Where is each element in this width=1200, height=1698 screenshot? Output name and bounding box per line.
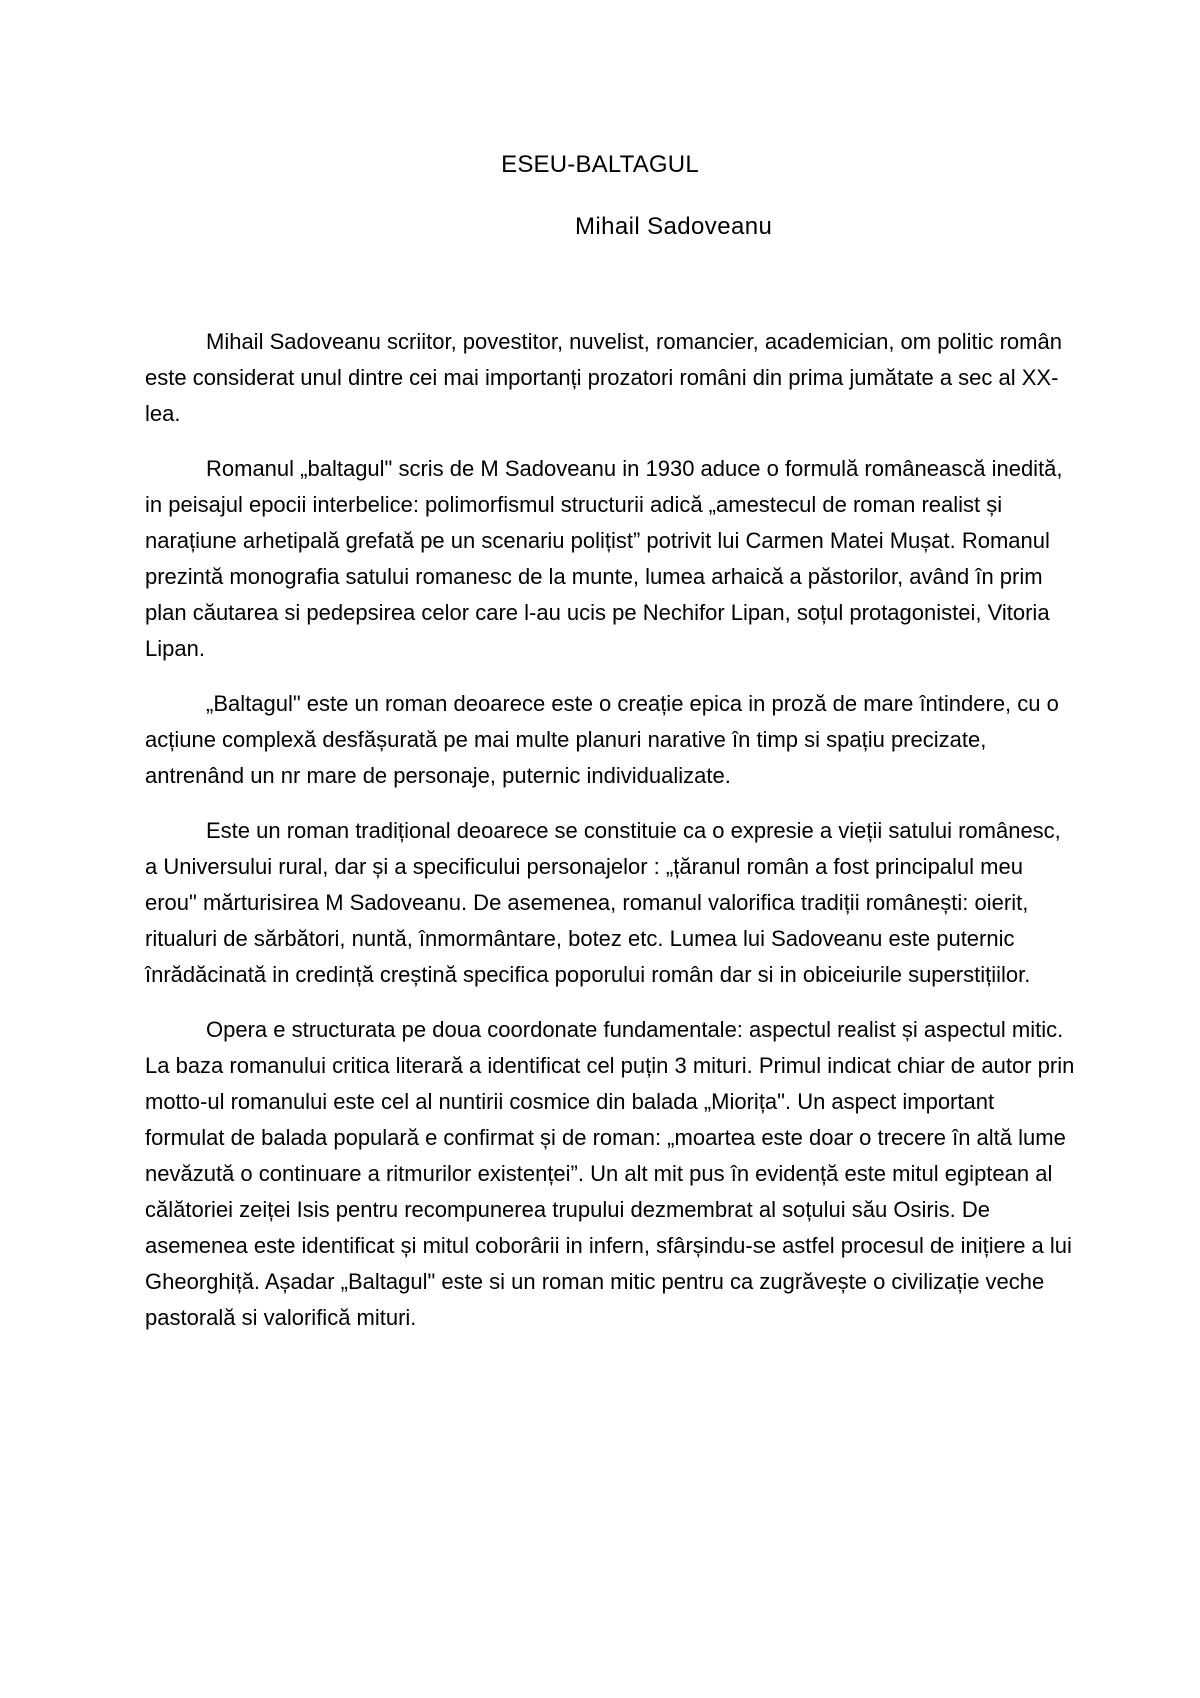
document-author: Mihail Sadoveanu bbox=[575, 213, 773, 240]
paragraph-traditional-novel: Este un roman tradițional deoarece se constituie ca o expresie a vieții satului românesc, a Universului rural, dar și a specificului personajelor : „țăranul român a fost principalul meu erou" mărturisirea M Sadoveanu. De asemenea, romanul valorifica tradiții românești: oierit, ritualuri de sărbători, nuntă, înmormântare, botez etc. Lumea lui Sadoveanu este puternic înrădăcinată in credință creștină specifica poporului român dar si in obiceiurile superstițiilor. bbox=[145, 818, 1061, 987]
paragraph-intro: Mihail Sadoveanu scriitor, povestitor, nuvelist, romancier, academician, om politic român este considerat unul dintre cei mai importanți prozatori români din prima jumătate a sec al XX-lea. bbox=[145, 329, 1062, 426]
document-body bbox=[145, 324, 1075, 1355]
document-title: ESEU-BALTAGUL bbox=[501, 151, 699, 178]
paragraph-novel-formula: Romanul „baltagul" scris de M Sadoveanu in 1930 aduce o formulă românească inedită, in peisajul epocii interbelice: polimorfismul structurii adică „amestecul de roman realist și narațiune arhetipală grefată pe un scenariu polițist” potrivit lui Carmen Matei Mușat. Romanul prezintă monografia satului romanesc de la munte, lumea arhaică a păstorilor, având în prim plan căutarea si pedepsirea celor care l-au ucis pe Nechifor Lipan, soțul protagonistei, Vitoria Lipan. bbox=[145, 456, 1063, 661]
paragraph-novel-definition: „Baltagul" este un roman deoarece este o creație epica in proză de mare întindere, cu o acțiune complexă desfășurată pe mai multe planuri narative în timp si spațiu precizate, antrenând un nr mare de personaje, puternic individualizate. bbox=[145, 691, 1059, 788]
paragraph-myths: Opera e structurata pe doua coordonate fundamentale: aspectul realist și aspectul mitic. La baza romanului critica literară a identificat cel puțin 3 mituri. Primul indicat chiar de autor prin motto-ul romanului este cel al nuntirii cosmice din balada „Miorița". Un aspect important formulat de balada populară e confirmat și de roman: „moartea este doar o trecere în altă lume nevăzută o continuare a ritmurilor existenței”. Un alt mit pus în evidență este mitul egiptean al călătoriei zeiței Isis pentru recompunerea trupului dezmembrat al soțului său Osiris. De asemenea este identificat și mitul coborârii in infern, sfârșindu-se astfel procesul de inițiere a lui Gheorghiță. Așadar „Baltagul" este si un roman mitic pentru ca zugrăvește o civilizație veche pastorală si valorifică mituri. bbox=[145, 1017, 1075, 1330]
